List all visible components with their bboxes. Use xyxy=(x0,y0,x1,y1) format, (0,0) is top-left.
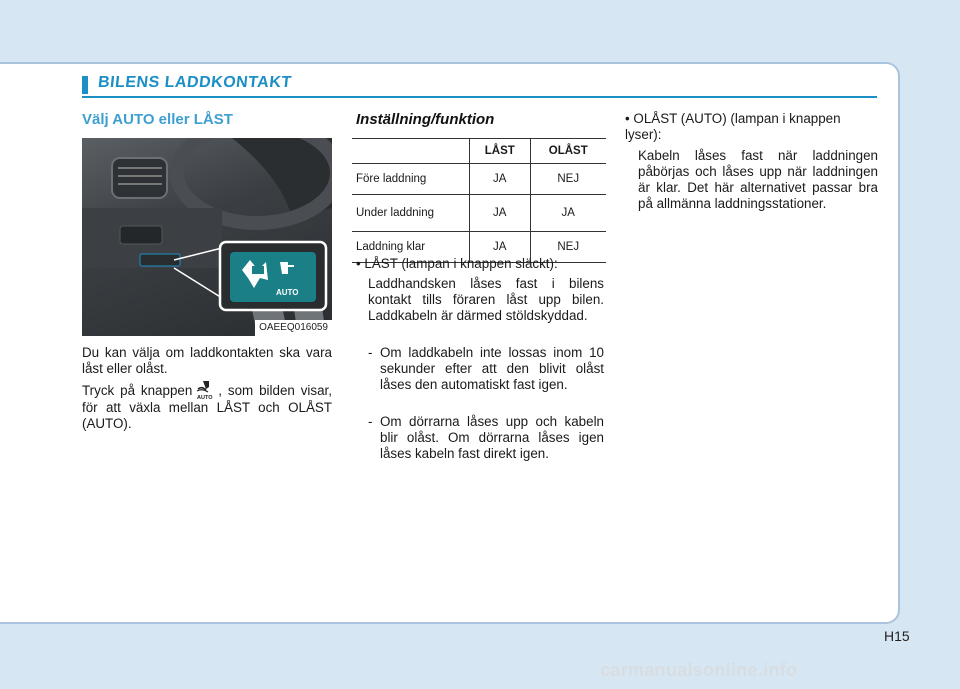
table-header-blank xyxy=(352,139,470,164)
left-para2-end: , som bilden visar, för att växla mellan LÅST och OLÅST (AUTO). xyxy=(82,383,332,431)
photo-button-label: AUTO xyxy=(276,288,299,297)
table-cell: JA xyxy=(470,232,531,263)
dash-text: Om laddkabeln inte lossas inom 10 sekunder efter att den blivit olåst låses den automatiskt fast igen. xyxy=(380,345,604,392)
settings-table xyxy=(352,138,606,263)
left-paragraph-1: Du kan välja om laddkontakten ska vara låst eller olåst. xyxy=(82,345,332,376)
table-cell: Under laddning xyxy=(352,195,470,232)
charge-lock-button-icon xyxy=(194,380,216,400)
left-para2-start: Tryck på knappen xyxy=(82,383,193,398)
dash-marker: - xyxy=(368,414,373,429)
dashboard-photo xyxy=(82,138,332,336)
dash-text: Om dörrarna låses upp och kabeln blir olåst. Om dörrarna låses igen låses kabeln fast direkt igen. xyxy=(380,414,604,461)
photo-caption: OAEEQ016059 xyxy=(255,320,332,336)
table-row xyxy=(352,164,606,195)
section-header-bar xyxy=(82,76,88,94)
dash-marker: - xyxy=(368,345,373,360)
watermark: carmanualsonline.info xyxy=(600,660,798,680)
table-header-unlocked: OLÅST xyxy=(530,139,606,164)
table-header-row xyxy=(352,139,606,164)
table-cell: NEJ xyxy=(530,232,606,263)
locked-description: Laddhandsken låses fast i bilens kontakt tills föraren låst upp bilen. Laddkabeln är därmed stöldskyddad. xyxy=(368,276,604,323)
table-cell: JA xyxy=(470,195,531,232)
table-cell: Laddning klar xyxy=(352,232,470,263)
unlocked-description: Kabeln låses fast när laddningen påbörjas och låses upp när laddningen är klar. Det här alternativet passar bra på allmänna laddningsstationer. xyxy=(638,148,878,211)
table-cell: NEJ xyxy=(530,164,606,195)
page-number: H15 xyxy=(884,628,910,644)
locked-bullet: • LÅST (lampan i knappen släckt): xyxy=(356,256,558,271)
left-paragraph-2 xyxy=(82,380,332,432)
locked-dash-item-1 xyxy=(368,345,604,393)
unlocked-bullet: • OLÅST (AUTO) (lampan i knappen lyser): xyxy=(625,111,841,142)
left-heading: Välj AUTO eller LÅST xyxy=(82,111,233,128)
locked-dash-item-2 xyxy=(368,414,604,462)
table-cell: Före laddning xyxy=(352,164,470,195)
table-row xyxy=(352,195,606,232)
table-cell: JA xyxy=(470,164,531,195)
section-title: BILENS LADDKONTAKT xyxy=(97,74,293,91)
section-header xyxy=(82,74,877,98)
table-cell: JA xyxy=(530,195,606,232)
middle-heading: Inställning/funktion xyxy=(356,111,495,128)
table-header-locked: LÅST xyxy=(470,139,531,164)
inline-icon-label: AUTO xyxy=(197,395,213,400)
dashboard-illustration xyxy=(82,138,332,336)
